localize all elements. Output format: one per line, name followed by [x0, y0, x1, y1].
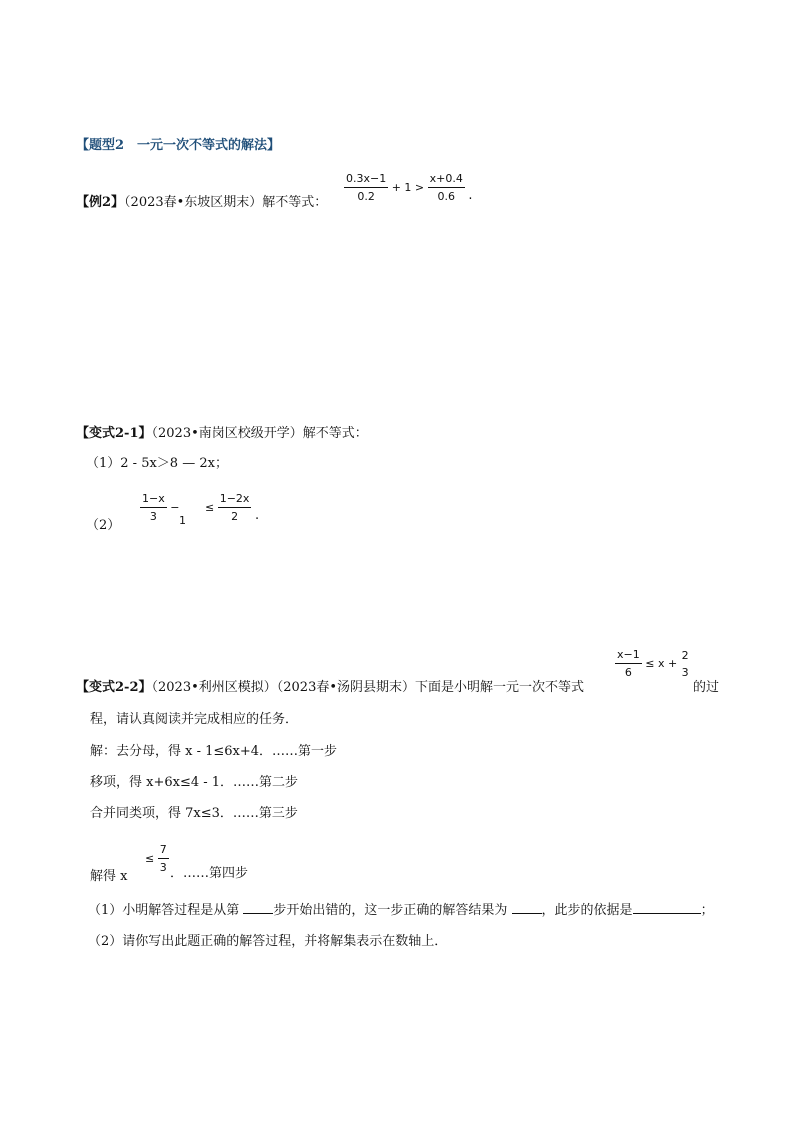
task-1 — [88, 899, 714, 918]
variant-2-1-item-2-expression — [140, 492, 179, 523]
answer-blank-result[interactable] — [512, 901, 542, 914]
example-2-end: . — [468, 188, 473, 203]
example-2-middle: + 1 > — [391, 181, 425, 194]
fraction-denominator: 6 — [624, 666, 632, 679]
section-title: 【题型2 一元一次不等式的解法】 — [76, 138, 281, 153]
example-2-right-fraction — [428, 172, 465, 203]
task-1-text-b: 步开始出错的，这一步正确的解答结果为 — [273, 903, 512, 918]
step-4-fraction — [158, 843, 169, 874]
variant-2-1-item-2-rhs — [205, 492, 259, 523]
answer-blank-step[interactable] — [243, 901, 273, 914]
step-3: 合并同类项，得 7x≤3．……第三步 — [90, 806, 298, 821]
fraction-numerator: 0.3x−1 — [344, 172, 388, 188]
item-2-one: 1 — [179, 514, 186, 527]
item-2-minus: − — [170, 501, 180, 514]
variant-2-1-label — [76, 422, 368, 441]
task-1-text-a: （1）小明解答过程是从第 — [88, 903, 244, 918]
fraction-numerator: 2 — [681, 648, 689, 662]
variant-2-1-item-1: （1）2 - 5x＞8 — 2x； — [86, 456, 228, 471]
fraction-numerator: 1−x — [140, 492, 167, 508]
variant-2-2-tail: 的过 — [693, 680, 720, 695]
item-2-right-fraction — [218, 492, 252, 523]
step-4-leq: ≤ — [145, 852, 155, 865]
variant-2-2-tag: 【变式2-2】 — [76, 680, 152, 695]
example-2-label — [76, 191, 327, 210]
fraction-denominator: 0.2 — [357, 190, 375, 203]
task-1-end: ； — [700, 903, 714, 918]
step-1: 解：去分母，得 x - 1≤6x+4．……第一步 — [90, 744, 338, 759]
example-2-inequality — [344, 172, 473, 203]
item-2-end: . — [254, 508, 260, 523]
fraction-numerator: x−1 — [615, 648, 642, 664]
variant-2-2-line-2: 程，请认真阅读并完成相应的任务． — [90, 712, 299, 727]
ineq-left-fraction — [615, 648, 642, 679]
task-1-text-c: ，此步的依据是 — [541, 903, 633, 918]
fraction-denominator: 3 — [681, 665, 689, 679]
fraction-numerator: 7 — [158, 843, 169, 859]
example-2-left-fraction — [344, 172, 388, 203]
item-2-left-fraction — [140, 492, 167, 523]
variant-2-2-source: （2023•利州区模拟）（2023春•汤阴县期末）下面是小明解一元一次不等式 — [151, 680, 585, 695]
fraction-denominator: 0.6 — [437, 190, 456, 203]
step-2: 移项，得 x+6x≤4 - 1．……第二步 — [90, 775, 299, 790]
step-4-prefix: 解得 x — [90, 869, 128, 884]
example-2-tag: 【例2】 — [76, 195, 125, 210]
task-2: （2）请你写出此题正确的解答过程，并将解集表示在数轴上． — [88, 934, 448, 949]
fraction-denominator: 3 — [149, 510, 157, 523]
answer-blank-basis[interactable] — [633, 901, 701, 914]
ineq-middle: ≤ x + — [645, 657, 678, 670]
ineq-right-fraction — [680, 649, 691, 679]
fraction-numerator: x+0.4 — [428, 172, 465, 188]
fraction-denominator: 2 — [231, 510, 239, 523]
variant-2-1-tag: 【变式2-1】 — [76, 426, 152, 441]
variant-2-1-source: （2023•南岗区校级开学）解不等式： — [151, 426, 368, 441]
variant-2-2-label — [76, 676, 584, 695]
fraction-numerator: 1−2x — [218, 492, 252, 508]
step-4-expression — [145, 843, 169, 874]
example-2-source: （2023春•东坡区期末）解不等式： — [124, 195, 328, 210]
item-2-leq: ≤ — [205, 501, 215, 514]
variant-2-1-item-2-prefix: （2） — [86, 518, 121, 533]
step-4-suffix: ．……第四步 — [170, 866, 249, 881]
fraction-denominator: 3 — [159, 861, 167, 874]
variant-2-2-inequality — [615, 648, 691, 679]
